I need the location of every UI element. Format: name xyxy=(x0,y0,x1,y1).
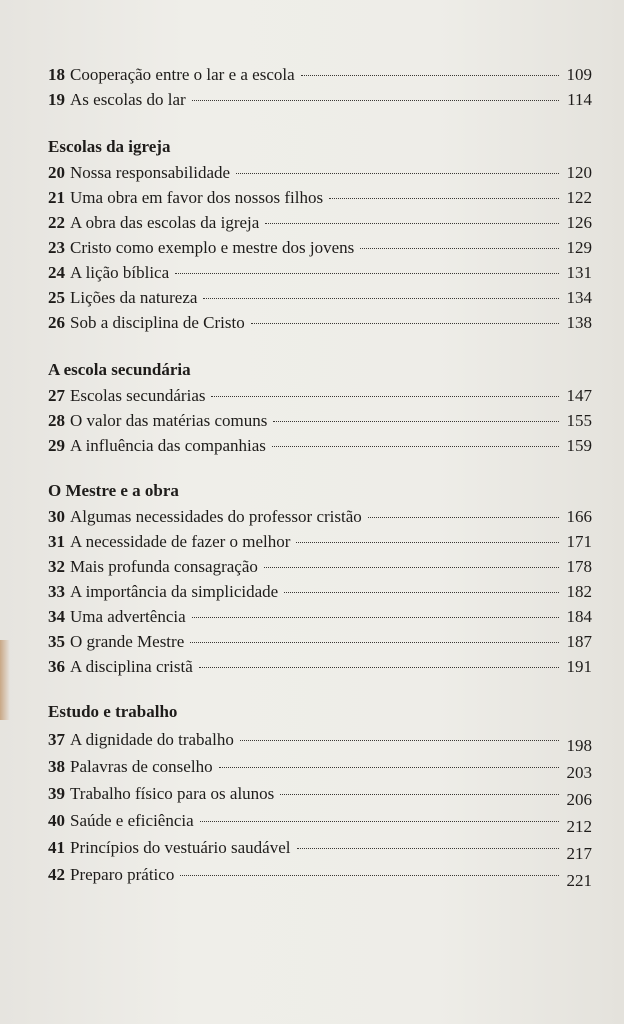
chapter-number: 35 xyxy=(48,632,65,651)
chapter-title: A necessidade de fazer o melhor xyxy=(70,532,291,551)
dot-leader xyxy=(211,396,559,397)
chapter-title: Escolas secundárias xyxy=(70,386,206,405)
chapter-number: 21 xyxy=(48,188,65,207)
page-number: 109 xyxy=(566,65,592,84)
toc-entry xyxy=(48,433,592,458)
dot-leader xyxy=(219,767,559,768)
toc-entry xyxy=(48,779,592,809)
chapter-title: Uma advertência xyxy=(70,607,186,626)
chapter-number: 39 xyxy=(48,784,65,803)
chapter-title: Preparo prático xyxy=(70,865,175,884)
section-heading: A escola secundária xyxy=(48,360,191,379)
chapter-number: 40 xyxy=(48,811,65,830)
chapter-number: 37 xyxy=(48,730,65,749)
chapter-title: O grande Mestre xyxy=(70,632,185,651)
dot-leader xyxy=(297,848,560,849)
page-number: 166 xyxy=(566,507,592,526)
chapter-title: Uma obra em favor dos nossos filhos xyxy=(70,188,324,207)
chapter-title: A disciplina cristã xyxy=(70,657,193,676)
dot-leader xyxy=(280,794,559,795)
chapter-number: 32 xyxy=(48,557,65,576)
chapter-title: A influência das companhias xyxy=(70,436,266,455)
chapter-title: O valor das matérias comuns xyxy=(70,411,268,430)
dot-leader xyxy=(360,248,559,249)
dot-leader xyxy=(329,198,559,199)
dot-leader xyxy=(200,821,559,822)
chapter-number: 26 xyxy=(48,313,65,332)
dot-leader xyxy=(192,100,559,101)
chapter-number: 34 xyxy=(48,607,65,626)
toc-entry xyxy=(48,860,592,890)
toc-entry xyxy=(48,806,592,836)
toc-entry xyxy=(48,87,592,112)
page-number: 147 xyxy=(566,386,592,405)
page-edge-shadow xyxy=(0,640,10,720)
chapter-number: 18 xyxy=(48,65,65,84)
section-heading: O Mestre e a obra xyxy=(48,481,179,500)
page-number: 114 xyxy=(567,90,592,109)
chapter-number: 27 xyxy=(48,386,65,405)
page-number: 159 xyxy=(566,436,592,455)
toc-entry xyxy=(48,408,592,433)
toc-section-mestre-e-obra xyxy=(48,478,592,679)
chapter-number: 38 xyxy=(48,757,65,776)
dot-leader xyxy=(265,223,559,224)
section-heading: Estudo e trabalho xyxy=(48,702,178,721)
toc-entry xyxy=(48,554,592,579)
dot-leader xyxy=(190,642,559,643)
table-of-contents xyxy=(48,62,592,890)
chapter-title: Nossa responsabilidade xyxy=(70,163,231,182)
toc-section-escola-secundaria xyxy=(48,357,592,458)
toc-section-estudo-e-trabalho xyxy=(48,699,592,890)
page-number: 221 xyxy=(566,871,592,890)
toc-entry xyxy=(48,260,592,285)
page-number: 178 xyxy=(566,557,592,576)
dot-leader xyxy=(192,617,559,618)
chapter-number: 20 xyxy=(48,163,65,182)
toc-entry xyxy=(48,529,592,554)
toc-entry xyxy=(48,504,592,529)
dot-leader xyxy=(236,173,559,174)
page-number: 184 xyxy=(566,607,592,626)
toc-entry xyxy=(48,185,592,210)
page-number: 191 xyxy=(566,657,592,676)
chapter-number: 33 xyxy=(48,582,65,601)
toc-entry xyxy=(48,285,592,310)
chapter-title: Cristo como exemplo e mestre dos jovens xyxy=(70,238,355,257)
chapter-title: Sob a disciplina de Cristo xyxy=(70,313,245,332)
dot-leader xyxy=(264,567,559,568)
page-number: 129 xyxy=(566,238,592,257)
page-number: 198 xyxy=(566,736,592,755)
dot-leader xyxy=(272,446,559,447)
toc-entry xyxy=(48,629,592,654)
page-number: 212 xyxy=(566,817,592,836)
dot-leader xyxy=(203,298,559,299)
chapter-number: 23 xyxy=(48,238,65,257)
toc-entry xyxy=(48,62,592,87)
page-number: 206 xyxy=(566,790,592,809)
chapter-title: As escolas do lar xyxy=(70,90,186,109)
page-number: 126 xyxy=(566,213,592,232)
dot-leader xyxy=(301,75,559,76)
page-number: 120 xyxy=(566,163,592,182)
chapter-number: 30 xyxy=(48,507,65,526)
toc-entry xyxy=(48,604,592,629)
page-number: 134 xyxy=(566,288,592,307)
chapter-title: A obra das escolas da igreja xyxy=(70,213,260,232)
toc-entry xyxy=(48,160,592,185)
chapter-title: Lições da natureza xyxy=(70,288,198,307)
chapter-title: Trabalho físico para os alunos xyxy=(70,784,275,803)
page-number: 138 xyxy=(566,313,592,332)
toc-entry xyxy=(48,579,592,604)
dot-leader xyxy=(368,517,559,518)
toc-entry xyxy=(48,833,592,863)
chapter-number: 19 xyxy=(48,90,65,109)
chapter-number: 22 xyxy=(48,213,65,232)
section-heading: Escolas da igreja xyxy=(48,137,171,156)
dot-leader xyxy=(251,323,559,324)
chapter-title: Palavras de conselho xyxy=(70,757,213,776)
page-number: 155 xyxy=(566,411,592,430)
chapter-title: A dignidade do trabalho xyxy=(70,730,234,749)
toc-section-escolas-da-igreja xyxy=(48,134,592,335)
chapter-title: Mais profunda consagração xyxy=(70,557,258,576)
page-number: 203 xyxy=(566,763,592,782)
page-number: 187 xyxy=(566,632,592,651)
chapter-title: A lição bíblica xyxy=(70,263,170,282)
chapter-title: Algumas necessidades do professor cristão xyxy=(70,507,362,526)
page-number: 217 xyxy=(566,844,592,863)
chapter-title: Cooperação entre o lar e a escola xyxy=(70,65,295,84)
chapter-title: A importância da simplicidade xyxy=(70,582,279,601)
chapter-title: Princípios do vestuário saudável xyxy=(70,838,291,857)
page-number: 122 xyxy=(566,188,592,207)
chapter-number: 28 xyxy=(48,411,65,430)
dot-leader xyxy=(240,740,559,741)
page-number: 131 xyxy=(566,263,592,282)
chapter-number: 31 xyxy=(48,532,65,551)
chapter-number: 29 xyxy=(48,436,65,455)
toc-entry xyxy=(48,654,592,679)
chapter-number: 41 xyxy=(48,838,65,857)
dot-leader xyxy=(296,542,559,543)
toc-top-entries xyxy=(48,62,592,112)
dot-leader xyxy=(273,421,559,422)
chapter-number: 25 xyxy=(48,288,65,307)
toc-entry xyxy=(48,725,592,755)
chapter-number: 42 xyxy=(48,865,65,884)
page-number: 171 xyxy=(566,532,592,551)
toc-entry xyxy=(48,310,592,335)
chapter-title: Saúde e eficiência xyxy=(70,811,194,830)
toc-entry xyxy=(48,383,592,408)
toc-entry xyxy=(48,235,592,260)
chapter-number: 36 xyxy=(48,657,65,676)
dot-leader xyxy=(284,592,559,593)
toc-entry xyxy=(48,752,592,782)
toc-entry xyxy=(48,210,592,235)
dot-leader xyxy=(175,273,559,274)
dot-leader xyxy=(199,667,559,668)
dot-leader xyxy=(180,875,559,876)
page-number: 182 xyxy=(566,582,592,601)
chapter-number: 24 xyxy=(48,263,65,282)
